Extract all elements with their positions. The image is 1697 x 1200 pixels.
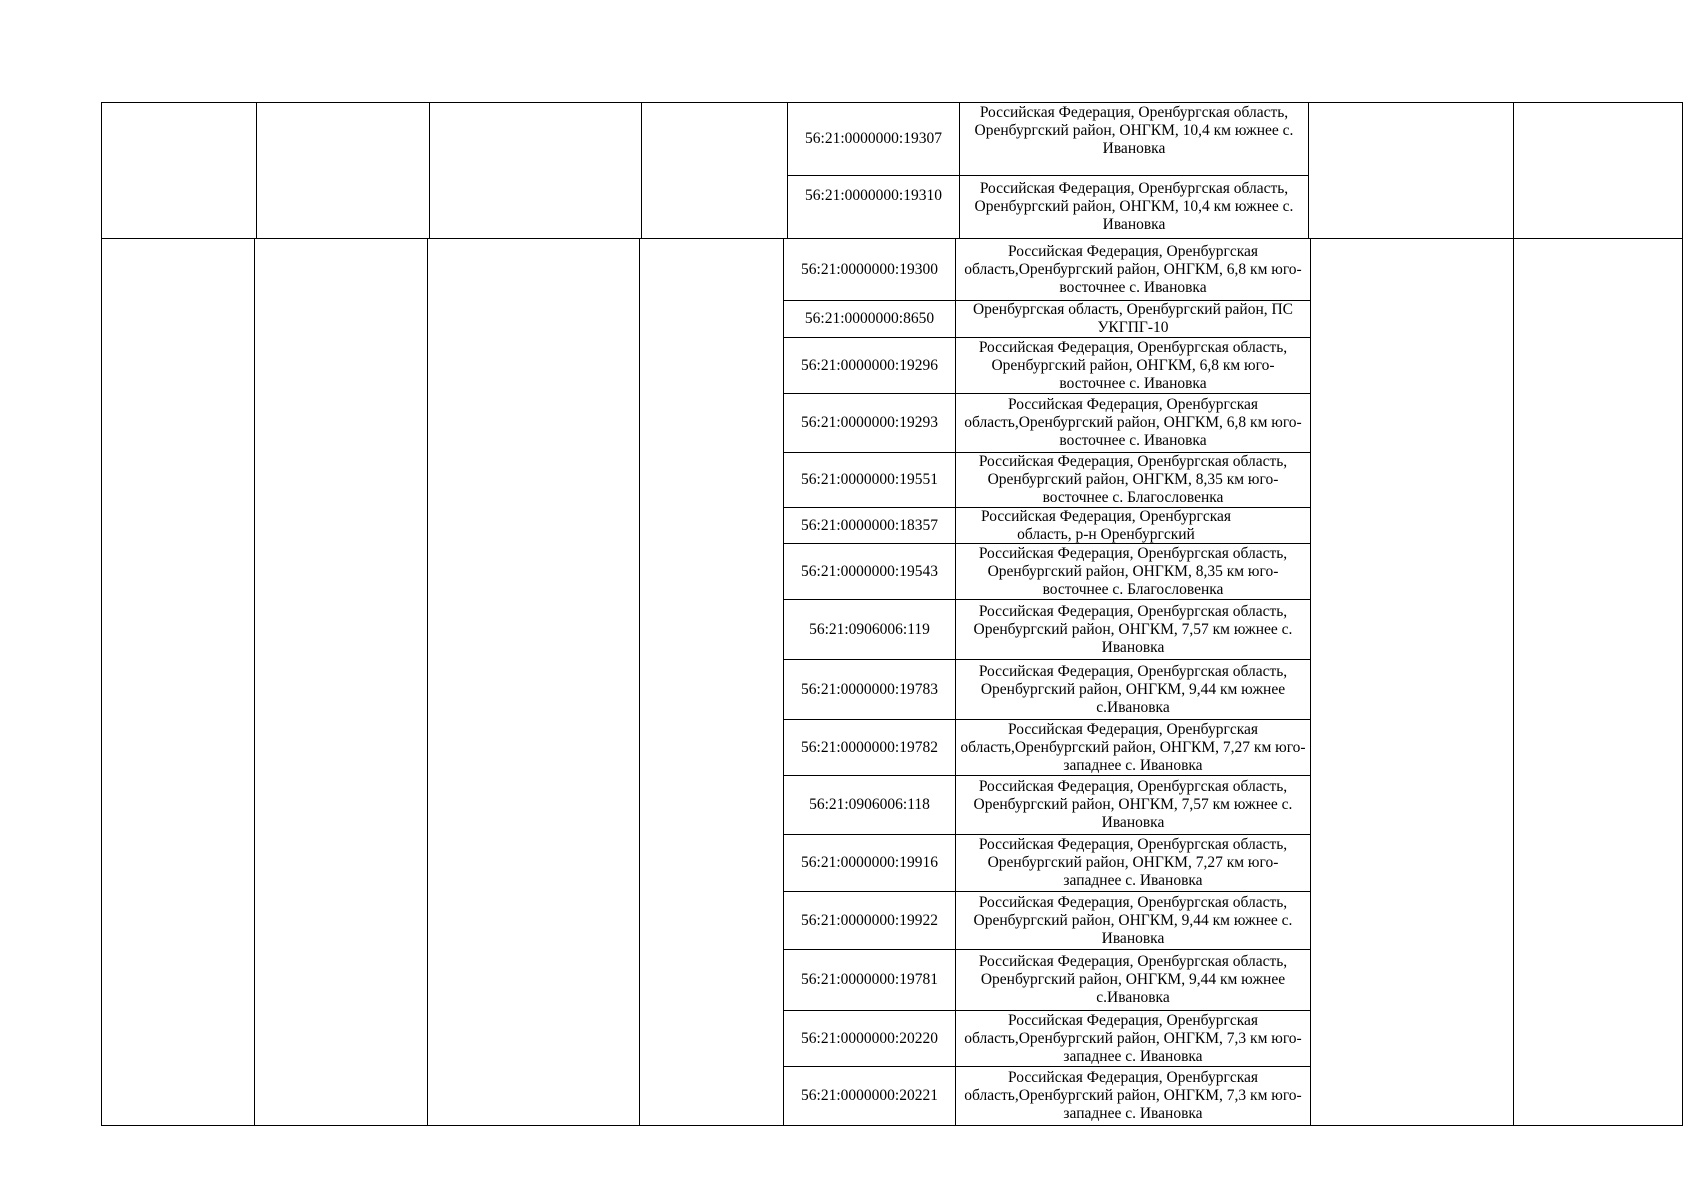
table-row-cadastral: 56:21:0000000:20221 <box>801 1087 938 1104</box>
table-row-address: Российская Федерация, Оренбургская область,Оренбургский район, ОНГКМ, 7,3 км юго-западнее с. Ивановка <box>964 1069 1302 1122</box>
table-row-cadastral: 56:21:0000000:19551 <box>801 471 938 488</box>
table-row-cadastral: 56:21:0906006:118 <box>809 796 930 813</box>
table-row-address: Российская Федерация, Оренбургская область, Оренбургский район, ОНГКМ, 8,35 км юго-восточнее с. Благословенка <box>978 453 1288 506</box>
column-divider <box>1513 239 1514 1125</box>
table-row-address: Российская Федерация, Оренбургская область,Оренбургский район, ОНГКМ, 6,8 км юго-восточнее с. Ивановка <box>964 242 1302 296</box>
table-row-address: Российская Федерация, Оренбургская область, Оренбургский район, ОНГКМ, 9,44 км южнее с.Ивановка <box>978 953 1288 1006</box>
table-row-cadastral: 56:21:0000000:19296 <box>801 356 938 374</box>
table-row-cadastral: 56:21:0000000:19782 <box>801 738 938 756</box>
table-row-address: Российская Федерация, Оренбургская область, Оренбургский район, ОНГКМ, 10,4 км южнее с. Ивановка <box>974 180 1294 233</box>
column-divider <box>641 103 642 238</box>
column-divider <box>254 239 255 1125</box>
column-divider <box>427 239 428 1125</box>
column-divider <box>429 103 430 238</box>
table-block-1 <box>101 102 1683 239</box>
table-row-cadastral: 56:21:0000000:19781 <box>801 971 938 988</box>
table-row-address: Российская Федерация, Оренбургская область,Оренбургский район, ОНГКМ, 6,8 км юго-восточнее с. Ивановка <box>964 396 1302 449</box>
column-divider <box>256 103 257 238</box>
table-row-cadastral: 56:21:0000000:18357 <box>801 516 938 534</box>
table-row-address: Оренбургская область, Оренбургский район, ПС УКГПГ-10 <box>972 301 1294 336</box>
column-divider <box>1513 103 1514 238</box>
column-divider <box>1308 103 1309 238</box>
table-row-address: Российская Федерация, Оренбургская область, р-н Оренбургский <box>980 508 1232 543</box>
table-row-cadastral: 56:21:0000000:19543 <box>801 562 938 580</box>
table-block-2 <box>101 238 1683 1126</box>
table-row-cadastral: 56:21:0000000:19922 <box>801 911 938 929</box>
table-row-cadastral: 56:21:0000000:19916 <box>801 854 938 871</box>
table-row-address: Российская Федерация, Оренбургская область, Оренбургский район, ОНГКМ, 10,4 км южнее с. Ивановка <box>974 104 1294 157</box>
column-divider <box>1310 239 1311 1125</box>
table-row-address: Российская Федерация, Оренбургская область, Оренбургский район, ОНГКМ, 7,57 км южнее с. Ивановка <box>973 602 1293 656</box>
table-row-address: Российская Федерация, Оренбургская область, Оренбургский район, ОНГКМ, 6,8 км юго-восточнее с. Ивановка <box>978 338 1288 392</box>
table-row-cadastral: 56:21:0000000:19783 <box>801 680 938 698</box>
table-row-address: Российская Федерация, Оренбургская область, Оренбургский район, ОНГКМ, 9,44 км южнее с. Ивановка <box>973 893 1293 947</box>
table-row-cadastral: 56:21:0000000:19293 <box>801 414 938 431</box>
table-row-cadastral: 56:21:0000000:19310 <box>805 187 942 204</box>
column-divider <box>639 239 640 1125</box>
table-row-cadastral: 56:21:0906006:119 <box>809 620 930 638</box>
table-row-address: Российская Федерация, Оренбургская область, Оренбургский район, ОНГКМ, 9,44 км южнее с.Ивановка <box>978 662 1288 716</box>
table-row-address: Российская Федерация, Оренбургская область,Оренбургский район, ОНГКМ, 7,27 км юго- западнее с. Ивановка <box>960 720 1306 774</box>
table-row-cadastral: 56:21:0000000:19307 <box>805 130 942 147</box>
table-row-address: Российская Федерация, Оренбургская область, Оренбургский район, ОНГКМ, 7,57 км южнее с. Ивановка <box>973 778 1293 831</box>
table-row-address: Российская Федерация, Оренбургская область,Оренбургский район, ОНГКМ, 7,3 км юго- западнее с. Ивановка <box>964 1011 1302 1065</box>
table-row-cadastral: 56:21:0000000:8650 <box>804 310 935 327</box>
table-row-address: Российская Федерация, Оренбургская область, Оренбургский район, ОНГКМ, 7,27 км юго-западнее с. Ивановка <box>978 836 1288 889</box>
table-row-cadastral: 56:21:0000000:20220 <box>801 1029 938 1047</box>
table-row-cadastral: 56:21:0000000:19300 <box>801 260 938 278</box>
table-row-address: Российская Федерация, Оренбургская область, Оренбургский район, ОНГКМ, 8,35 км юго-восточнее с. Благословенка <box>978 544 1288 598</box>
